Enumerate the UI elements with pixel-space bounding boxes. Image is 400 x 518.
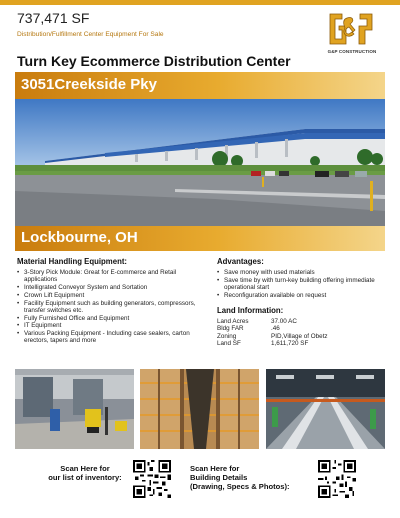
gp-construction-logo — [328, 12, 374, 46]
list-item: • Intelligrated Conveyor System and Sortation — [17, 284, 205, 291]
land-row — [217, 318, 387, 325]
building-details-scan-label — [190, 464, 312, 491]
land-key: Land SF — [217, 340, 241, 348]
equipment-section — [17, 257, 205, 345]
land-value: 37.00 AC — [271, 318, 297, 325]
list-item: • IT Equipment — [17, 322, 205, 329]
advantages-list — [217, 269, 387, 299]
building-details-qr-code[interactable] — [318, 460, 356, 498]
scan-line: (Drawing, Specs & Photos): — [190, 482, 290, 491]
list-item: • Various Packing Equipment - Including case sealers, carton erectors, tapers and more — [17, 330, 205, 344]
inventory-scan-label — [40, 464, 130, 482]
address-text: 3051Creekside Pky — [21, 76, 157, 93]
land-row — [217, 340, 387, 347]
list-item: • Reconfiguration available on request — [217, 292, 387, 299]
logo-caption: G&P CONSTRUCTION — [327, 49, 377, 54]
building-size: 737,471 SF — [17, 10, 90, 26]
scan-line: Scan Here for — [60, 464, 110, 473]
address-banner — [15, 72, 385, 99]
advantages-heading: Advantages: — [217, 257, 264, 266]
city-banner — [15, 226, 385, 251]
list-item: • Crown Lift Equipment — [17, 292, 205, 299]
list-item: • Facility Equipment such as building generators, compressors, transfer switches etc. — [17, 300, 205, 314]
land-value: .46 — [271, 325, 280, 333]
land-value: 1,611,720 SF — [271, 340, 309, 348]
pick-module-photo — [140, 369, 259, 449]
land-info-heading: Land Information: — [217, 306, 284, 315]
list-item: • 3-Story Pick Module: Great for E-commerce and Retail applications — [17, 269, 205, 283]
land-row — [217, 325, 387, 332]
land-key: Zoning — [217, 332, 237, 340]
land-row — [217, 333, 387, 340]
scan-line: Scan Here for — [190, 464, 240, 473]
land-info-table — [217, 318, 387, 348]
listing-subtitle: Distribution/Fulfillment Center Equipment For Sale — [17, 31, 164, 38]
land-value: PID,Village of Obetz — [271, 332, 328, 340]
scan-line: Building Details — [190, 473, 248, 482]
conveyor-system-photo — [266, 369, 385, 449]
scan-line: our list of inventory: — [48, 473, 122, 482]
list-item: • Save money with used materials — [217, 269, 387, 276]
equipment-list — [17, 269, 205, 345]
list-item: • Fully Furnished Office and Equipment — [17, 315, 205, 322]
city-text: Lockbourne, OH — [21, 229, 138, 246]
advantages-section — [217, 257, 387, 348]
building-photo — [15, 99, 385, 226]
list-item: • Save time by with turn-key building offering immediate operational start — [217, 277, 387, 291]
land-key: Bldg FAR — [217, 325, 244, 333]
inventory-qr-code[interactable] — [133, 460, 171, 498]
land-key: Land Acres — [217, 318, 249, 325]
equipment-photos — [15, 369, 385, 449]
equipment-heading: Material Handling Equipment: — [17, 257, 128, 266]
warehouse-forklift-photo — [15, 369, 134, 449]
top-accent-bar — [0, 0, 400, 5]
page-title: Turn Key Ecommerce Distribution Center — [17, 53, 291, 69]
